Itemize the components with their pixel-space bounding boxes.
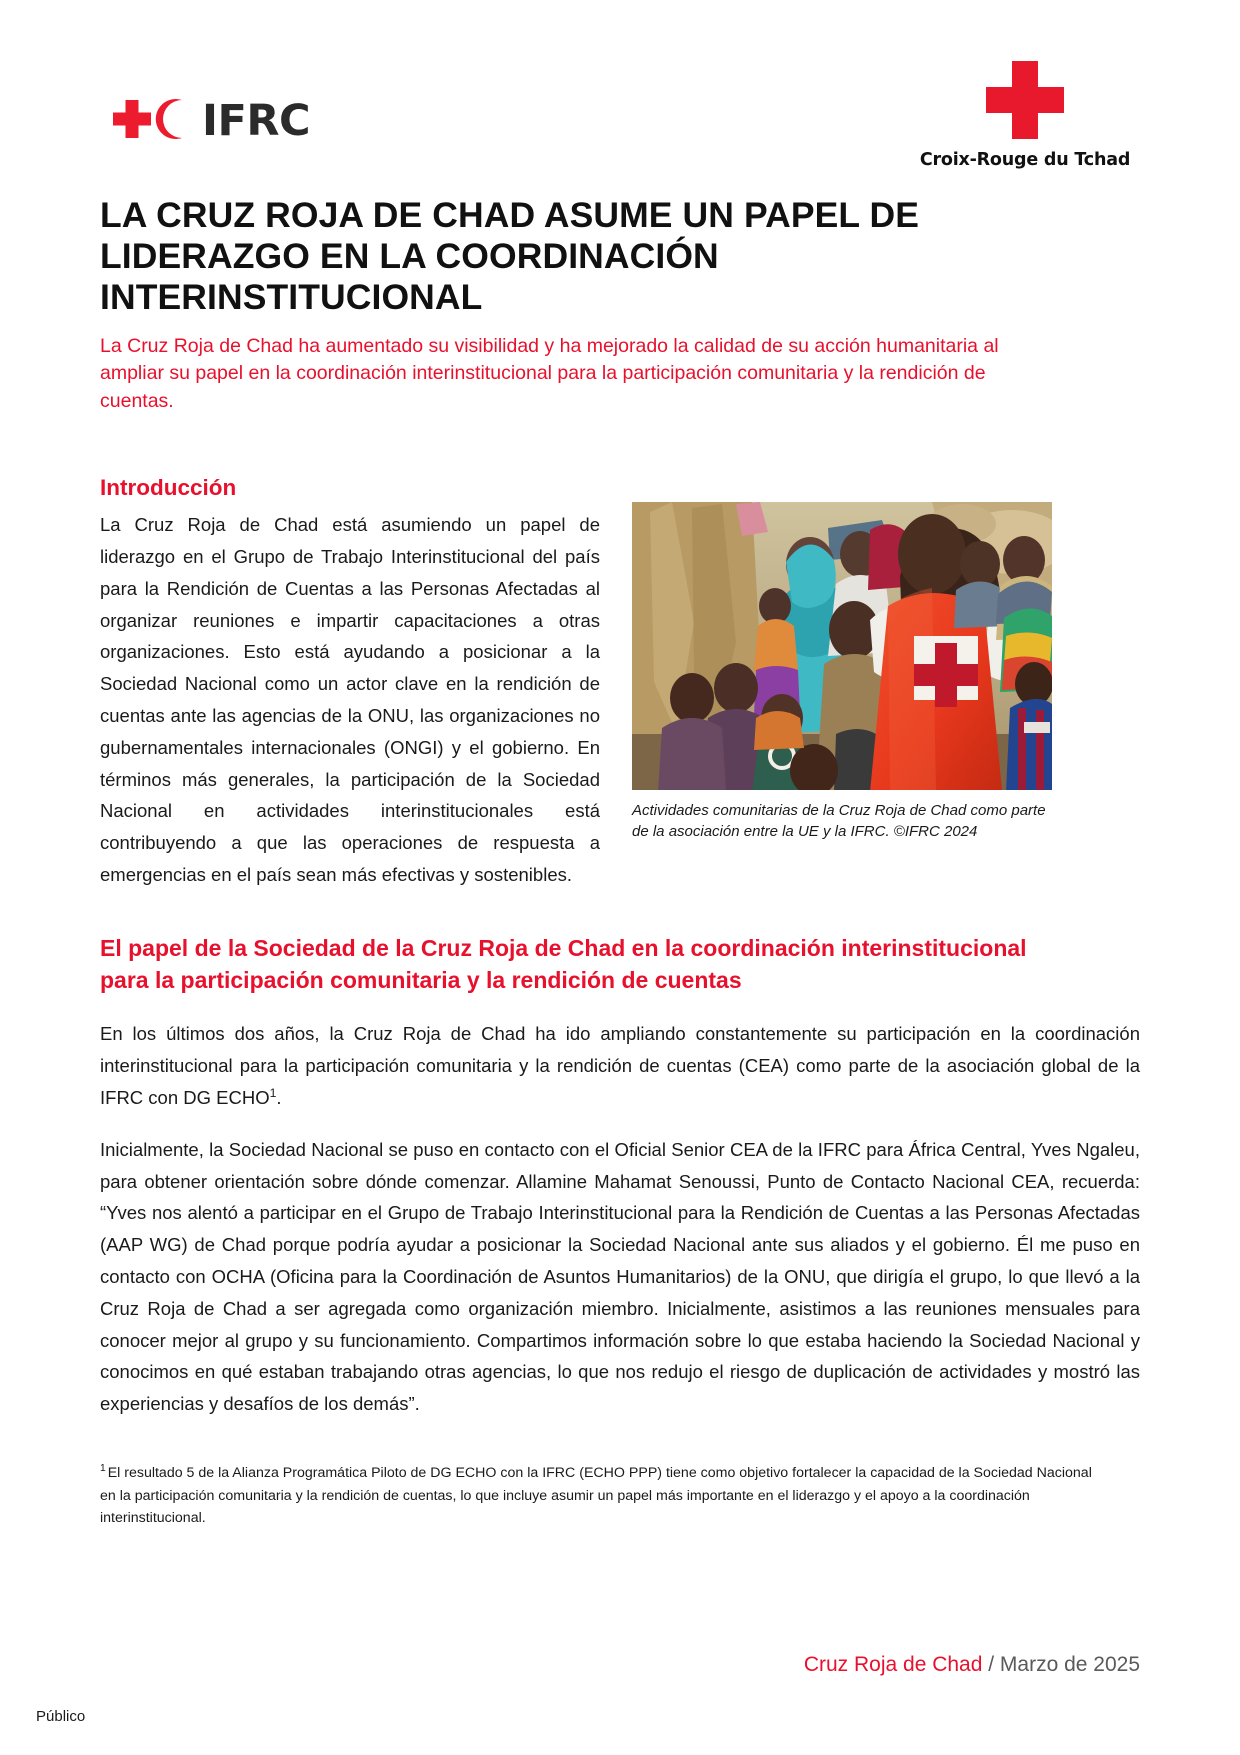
red-cross-and-crescent-emblem-icon — [112, 98, 190, 144]
document-subtitle: La Cruz Roja de Chad ha aumentado su visibilidad y ha mejorado la calidad de su acción humanitaria al ampliar su papel en la coordinación interinstitucional para la participación comunitaria y la rendición de cuentas. — [100, 334, 999, 413]
footer-organization: Cruz Roja de Chad — [803, 1652, 983, 1676]
classification-label: Público — [36, 1708, 86, 1725]
introduction-paragraph: La Cruz Roja de Chad está asumiendo un papel de liderazgo en el Grupo de Trabajo Interinstitucional del país para la Rendición de Cuentas a las Personas Afectadas al organizar reuniones e impartir capacitaciones a otras organizaciones. Esto está ayudando a posicionar a la Sociedad Nacional como un actor clave en la rendición de cuentas ante las agencias de la ONU, las organizaciones no gubernamentales internacionales (ONGI) y el gobierno. En términos más generales, la participación de la Sociedad Nacional en actividades interinstitucionales está contribuyendo a que las operaciones de respuesta a emergencias en el país sean más efectivas y sostenibles. — [100, 514, 600, 886]
croix-rouge-du-tchad-logo — [910, 60, 1140, 170]
red-cross-emblem-icon — [910, 60, 1140, 140]
partner-logo-label: Croix-Rouge du Tchad — [919, 150, 1131, 170]
role-paragraph-1-text: En los últimos dos años, la Cruz Roja de Chad ha ido ampliando constantemente su participación en la coordinación interinstitucional para la participación comunitaria y la rendición de cuentas (CEA) como parte de la asociación global de la IFRC con DG ECHO — [100, 1023, 1140, 1108]
role-paragraph-1 — [100, 1018, 1140, 1113]
introduction-text-column — [100, 474, 600, 891]
footnote-number: 1 — [100, 1463, 106, 1475]
community-activities-photo — [632, 502, 1052, 790]
introduction-heading: Introducción — [100, 475, 237, 501]
role-section — [100, 933, 1140, 1420]
footnote-text: El resultado 5 de la Alianza Programática Piloto de DG ECHO con la IFRC (ECHO PPP) tiene como objetivo fortalecer la capacidad de la Sociedad Nacional en la participación comunitaria y la rendición de cuentas, lo que incluye asumir un papel más importante en el liderazgo y el apoyo a la coordinación interinstitucional. — [100, 1465, 1092, 1526]
footer-date: / Marzo de 2025 — [982, 1652, 1140, 1676]
footnote-reference-marker: 1 — [269, 1085, 277, 1100]
page-header — [0, 0, 1240, 195]
role-paragraph-2: Inicialmente, la Sociedad Nacional se puso en contacto con el Oficial Senior CEA de la IFRC para África Central, Yves Ngaleu, para obtener orientación sobre dónde comenzar. Allamine Mahamat Senoussi, Punto de Contacto Nacional CEA, recuerda: “Yves nos alentó a participar en el Grupo de Trabajo Interinstitucional para la Rendición de Cuentas a las Personas Afectadas (AAP WG) de Chad porque podría ayudar a posicionar la Sociedad Nacional ante sus aliados y el gobierno. Él me puso en contacto con OCHA (Oficina para la Coordinación de Asuntos Humanitarios) de la ONU, que dirigía el grupo, lo que llevó a la Cruz Roja de Chad a ser agregada como organización miembro. Inicialmente, asistimos a las reuniones mensuales para conocer mejor al grupo y su funcionamiento. Compartimos información sobre lo que estaba haciendo la Sociedad Nacional y conocimos en qué estaban trabajando otras agencias, lo que nos redujo el riesgo de duplicación de actividades y mostró las experiencias y desafíos de los demás”. — [100, 1138, 1140, 1415]
document-footer — [100, 1652, 1140, 1677]
ifrc-logo — [112, 95, 311, 146]
document-content — [0, 195, 1240, 1529]
role-paragraph-1-tail: . — [276, 1086, 282, 1108]
ifrc-wordmark: IFRC — [202, 95, 311, 146]
role-section-heading: El papel de la Sociedad de la Cruz Roja de Chad en la coordinación interinstitucional para la participación comunitaria y la rendición de cuentas — [100, 934, 1027, 993]
photo-column — [632, 474, 1052, 843]
photo-caption: Actividades comunitarias de la Cruz Roja de Chad como parte de la asociación entre la UE y la IFRC. ©IFRC 2024 — [632, 802, 1046, 841]
page-title: LA CRUZ ROJA DE CHAD ASUME UN PAPEL DE LIDERAZGO EN LA COORDINACIÓN INTERINSTITUCIONAL — [100, 195, 920, 318]
introduction-section — [100, 474, 1140, 891]
footnote — [100, 1462, 1100, 1529]
